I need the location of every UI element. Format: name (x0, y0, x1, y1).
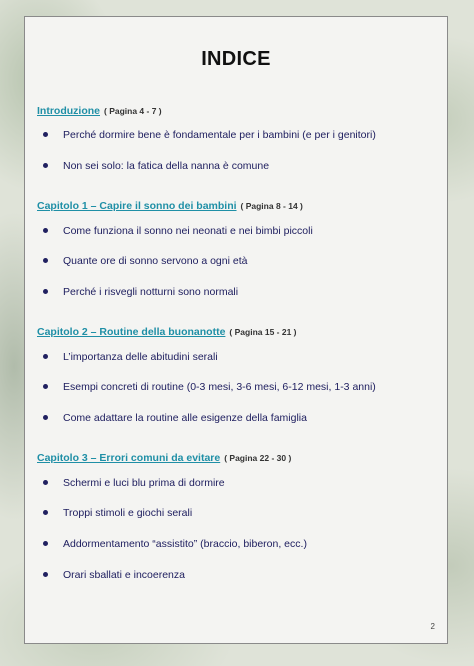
bullet-icon (43, 258, 48, 263)
bullet-icon (43, 354, 48, 359)
bullet-icon (43, 228, 48, 233)
list-item-text: Perché dormire bene è fondamentale per i bambini (e per i genitori) (63, 129, 376, 141)
bullet-icon (43, 415, 48, 420)
chapter-heading-introduzione[interactable] (37, 105, 162, 117)
page-title: INDICE (201, 48, 271, 70)
chapter-link[interactable]: Introduzione (37, 105, 100, 117)
list-item-text: Addormentamento “assistito” (braccio, biberon, ecc.) (63, 538, 307, 550)
list-item (43, 160, 269, 172)
chapter-page-range: ( Pagina 8 - 14 ) (240, 201, 303, 211)
chapter-link[interactable]: Capitolo 2 – Routine della buonanotte (37, 326, 226, 338)
list-item (43, 507, 192, 519)
bullet-icon (43, 289, 48, 294)
list-item (43, 129, 376, 141)
page-number: 2 (430, 622, 435, 631)
bullet-icon (43, 163, 48, 168)
bullet-icon (43, 384, 48, 389)
chapter-page-range: ( Pagina 22 - 30 ) (224, 453, 292, 463)
bullet-icon (43, 480, 48, 485)
bullet-icon (43, 132, 48, 137)
list-item (43, 351, 218, 363)
list-item-text: Orari sballati e incoerenza (63, 569, 185, 581)
list-item-text: Troppi stimoli e giochi serali (63, 507, 193, 519)
chapter-heading-capitolo-1[interactable] (37, 200, 303, 212)
list-item-text: L’importanza delle abitudini serali (63, 351, 218, 363)
chapter-heading-capitolo-2[interactable] (37, 326, 297, 338)
list-item-text: Come adattare la routine alle esigenze della famiglia (63, 412, 307, 424)
list-item (43, 538, 307, 550)
bullet-icon (43, 510, 48, 515)
list-item-text: Esempi concreti di routine (0-3 mesi, 3-6 mesi, 6-12 mesi, 1-3 anni) (63, 381, 376, 393)
chapter-page-range: ( Pagina 15 - 21 ) (229, 327, 297, 337)
chapter-link[interactable]: Capitolo 1 – Capire il sonno dei bambini (37, 200, 237, 212)
document-page (24, 16, 448, 644)
list-item (43, 286, 238, 298)
bullet-icon (43, 572, 48, 577)
list-item (43, 569, 185, 581)
list-item-text: Perché i risvegli notturni sono normali (63, 286, 239, 298)
list-item-text: Schermi e luci blu prima di dormire (63, 477, 225, 489)
list-item-text: Quante ore di sonno servono a ogni età (63, 255, 248, 267)
list-item (43, 477, 225, 489)
list-item (43, 225, 313, 237)
list-item-text: Non sei solo: la fatica della nanna è comune (63, 160, 270, 172)
chapter-link[interactable]: Capitolo 3 – Errori comuni da evitare (37, 452, 221, 464)
chapter-heading-capitolo-3[interactable] (37, 452, 291, 464)
list-item-text: Come funziona il sonno nei neonati e nei bimbi piccoli (63, 225, 313, 237)
list-item (43, 412, 307, 424)
bullet-icon (43, 541, 48, 546)
list-item (43, 381, 376, 393)
list-item (43, 255, 247, 267)
chapter-page-range: ( Pagina 4 - 7 ) (104, 106, 162, 116)
